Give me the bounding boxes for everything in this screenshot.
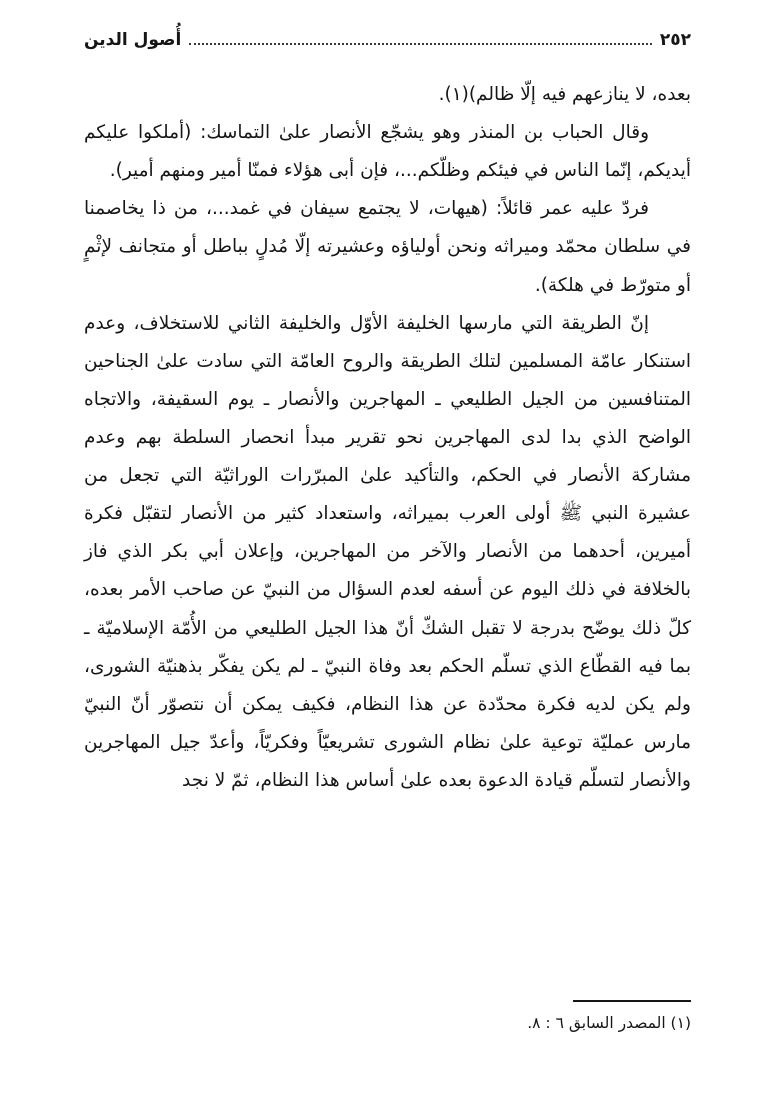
book-title: أُصول الدين — [84, 30, 182, 50]
paragraph-continuation: بعده، لا ينازعهم فيه إلّا ظالم)(١). — [438, 84, 691, 105]
page-number: ٢٥٢ — [659, 30, 691, 50]
running-header — [84, 30, 691, 50]
paragraph-analysis: إنّ الطريقة التي مارسها الخليفة الأوّل والخليفة الثاني للاستخلاف، وعدم استنكار عامّة المسلمين لتلك الطريقة والروح العامّة التي سادت علىٰ الجناحين المتنافسين من الجيل الطليعي ـ المهاجرين والأنصار ـ يوم السقيفة، والاتجاه الواضح الذي بدا لدى المهاجرين نحو تقرير مبدأ انحصار السلطة بهم وعدم مشاركة الأنصار في الحكم، والتأكيد علىٰ المبرّرات الوراثيّة التي تجعل من عشيرة النبي ﷺ أولى العرب بميراثه، واستعداد كثير من الأنصار لتقبّل فكرة أميرين، أحدهما من الأنصار والآخر من المهاجرين، وإعلان أبي بكر الذي فاز بالخلافة في ذلك اليوم عن أسفه لعدم السؤال من النبيّ عن صاحب الأمر بعده، كلّ ذلك يوضّح بدرجة لا تقبل الشكّ أنّ هذا الجيل الطليعي من الأُمّة الإسلاميّة ـ بما فيه القطّاع الذي تسلّم الحكم بعد وفاة النبيّ ـ لم يكن يفكّر بذهنيّة الشورى، ولم يكن لديه فكرة محدّدة عن هذا النظام، فكيف يمكن أن نتصوّر أنّ النبيّ مارس عمليّة توعية علىٰ نظام الشورى تشريعيّاً وفكريّاً، وأعدّ جيل المهاجرين والأنصار لتسلّم قيادة الدعوة بعده علىٰ أساس هذا النظام، ثمّ لا نجد — [84, 312, 691, 791]
paragraph-umar-reply: فردّ عليه عمر قائلاً: (هيهات، لا يجتمع سيفان في غمد...، من ذا يخاصمنا في سلطان محمّد وميراثه ونحن أولياؤه وعشيرته إلّا مُدلٍ بباطل أو متجانف لإثْمٍ أو متورّط في هلكة). — [84, 198, 691, 296]
body-text — [84, 76, 691, 800]
paragraph-hubab-quote: وقال الحباب بن المنذر وهو يشجّع الأنصار علىٰ التماسك: (أملكوا عليكم أيديكم، إنّما الناس في فيئكم وظلّكم...، فإن أبى هؤلاء فمنّا أمير ومنهم أمير). — [84, 122, 691, 182]
footnote-text: (١) المصدر السابق ٦ : ٨. — [527, 1014, 691, 1032]
footnote-separator — [573, 1000, 691, 1002]
header-dotted-leader — [189, 43, 652, 45]
